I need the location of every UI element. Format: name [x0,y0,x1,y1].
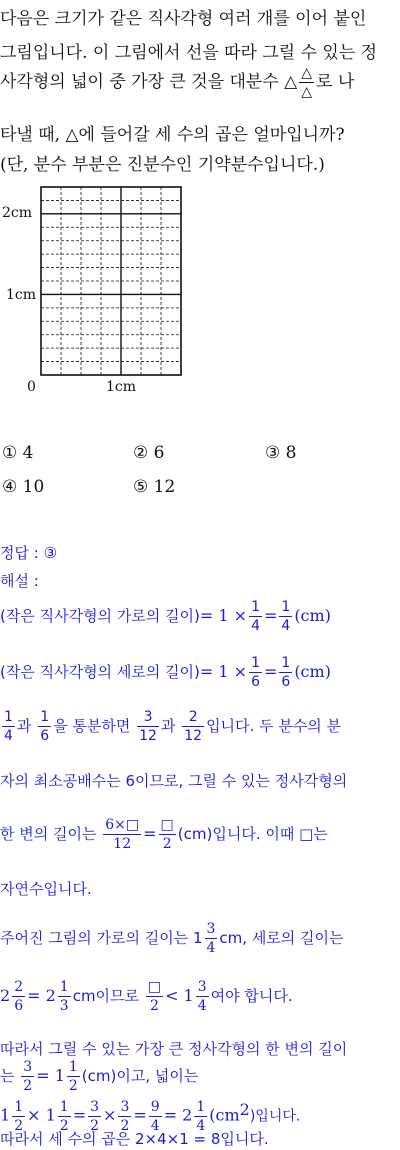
solution-line-12: 따라서 세 수의 곱은 2×4×1 = 8입니다. [0,1130,269,1148]
answer-label: 정답 : ③ [0,544,58,562]
solution-line-3: $\frac{1}{4}$ 과 $\frac{1}{6}$ 을 통분하면 $\frac{3}{12}$ 과 $\frac{2}{12}$ 입니다. 두 분수의 분 [4,709,342,744]
choice-3[interactable]: ③ 8 [265,443,297,463]
choice-5[interactable]: ⑤ 12 [133,477,176,497]
question-line-3 [0,66,354,99]
solution-line-2: (작은 직사각형의 세로의 길이)= 1 × $\frac{1}{6}$ = $\frac{1}{6}$ (cm) [0,655,331,690]
question-line-5: (단, 분수 부분은 진분수인 기약분수입니다.) [0,155,325,175]
solution-line-5: 한 변의 길이는 $\frac{6\times□}{12}$ = $\frac{□}{2}$ (cm)입니다. 이때 □는 [0,817,328,852]
choice-2[interactable]: ② 6 [133,443,165,463]
label-1cm-horizontal: 1cm [106,379,137,395]
rectangle-grid-figure [40,186,182,376]
question-line-3-text: 사각형의 넓이 중 가장 큰 것을 대분수 △ [0,72,298,92]
question-fraction [299,66,314,99]
explanation-label: 해설 : [0,572,39,590]
question-line-3-end: 로 나 [316,72,355,92]
label-2cm: 2cm [2,205,33,221]
question-line-4: 타낼 때, △에 들어갈 세 수의 곱은 얼마입니까? [0,125,345,145]
choice-4[interactable]: ④ 10 [2,477,45,497]
choice-1[interactable]: ① 4 [2,443,34,463]
solution-line-1: (작은 직사각형의 가로의 길이)= 1 × $\frac{1}{4}$ = $\frac{1}{4}$ (cm) [0,599,331,634]
label-origin: 0 [27,379,36,395]
question-line-2: 그림입니다. 이 그림에서 선을 따라 그릴 수 있는 정 [0,43,378,63]
question-line-1: 다음은 크기가 같은 직사각형 여러 개를 이어 붙인 [0,9,367,29]
solution-line-11: 1 $\frac{1}{2}$ × 1 $\frac{1}{2}$ = $\frac{3}{2}$ × $\frac{3}{2}$ = $\frac{9}{4}$ = 2 $\frac{1}{4}$ (cm2)입니다. [0,1099,301,1135]
solution-line-9: 따라서 그릴 수 있는 가장 큰 정사각형의 한 변의 길이 [0,1040,348,1058]
fraction-numerator: △ [301,65,313,81]
solution-line-10: 는 $\frac{3}{2}$ = 1 $\frac{1}{2}$ (cm)이고, 넓이는 [0,1059,199,1094]
fraction-denominator: △ [301,84,313,100]
label-1cm-vertical: 1cm [6,287,37,303]
solution-line-8: 2 $\frac{2}{6}$ = 2 $\frac{1}{3}$ cm이므로 $\frac{□}{2}$ < 1 $\frac{3}{4}$ 여야 합니다. [0,979,293,1014]
solution-line-6: 자연수입니다. [0,880,92,898]
solution-line-7: 주어진 그림의 가로의 길이는 1 $\frac{3}{4}$ cm, 세로의 길이는 [0,921,344,956]
solution-line-4: 자의 최소공배수는 6이므로, 그릴 수 있는 정사각형의 [0,772,348,790]
